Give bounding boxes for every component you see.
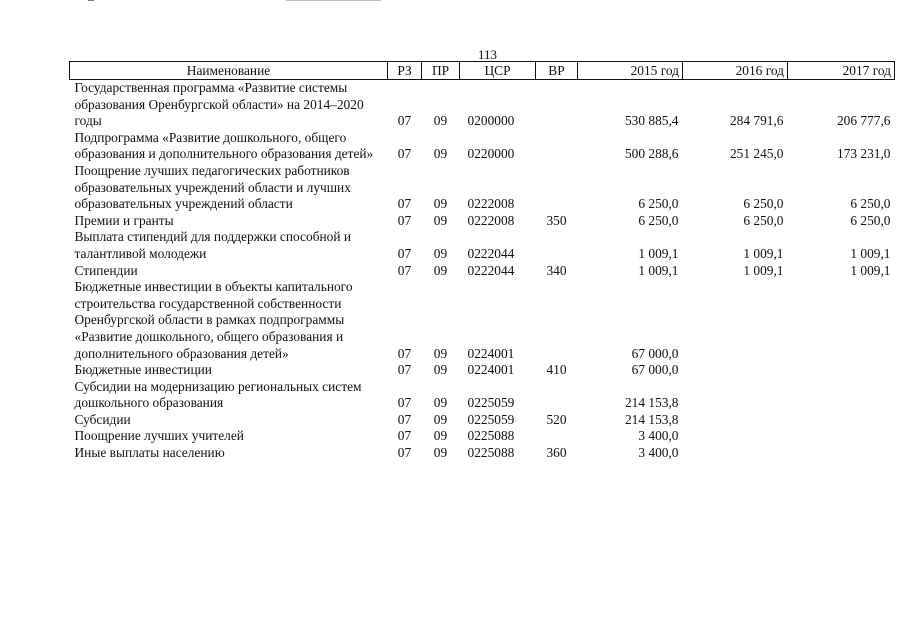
table-row xyxy=(70,362,895,379)
row-2017: 1 009,1 xyxy=(850,245,891,261)
row-csr: 0222044 xyxy=(467,262,515,278)
row-rz: 07 xyxy=(397,428,412,444)
row-pr: 09 xyxy=(433,245,448,261)
row-rz: 07 xyxy=(397,362,412,378)
row-2017 xyxy=(788,445,895,462)
table-row xyxy=(70,163,895,213)
row-name: Подпрограмма «Развитие дошкольного, общего образования и дополнительного образования детей» xyxy=(74,129,374,162)
row-2016 xyxy=(683,445,788,462)
row-pr: 09 xyxy=(433,196,448,212)
table-row xyxy=(70,445,895,462)
row-pr: 09 xyxy=(433,113,448,129)
row-csr: 0225088 xyxy=(467,428,515,444)
row-rz: 07 xyxy=(397,245,412,261)
table-row xyxy=(70,279,895,362)
row-name: Выплата стипендий для поддержки способной и талантливой молодежи xyxy=(74,229,352,261)
row-rz: 07 xyxy=(397,113,412,129)
row-2016: 6 250,0 xyxy=(743,196,784,212)
row-2016 xyxy=(683,379,788,412)
row-csr: 0222008 xyxy=(467,212,515,228)
table-body xyxy=(70,80,895,462)
row-2016: 1 009,1 xyxy=(743,245,784,261)
budget-table xyxy=(69,61,895,462)
header-2015: 2015 год xyxy=(578,62,683,80)
row-2015: 67 000,0 xyxy=(631,362,679,378)
row-name: Премии и гранты xyxy=(74,212,174,228)
row-rz: 07 xyxy=(397,196,412,212)
row-csr: 0220000 xyxy=(467,146,515,162)
row-vr: 520 xyxy=(546,411,567,427)
row-vr: 410 xyxy=(546,362,567,378)
table-row xyxy=(70,130,895,163)
row-vr xyxy=(536,279,578,362)
row-2017 xyxy=(788,412,895,429)
row-2017 xyxy=(788,379,895,412)
row-2015: 214 153,8 xyxy=(624,395,679,411)
row-2015: 530 885,4 xyxy=(624,113,679,129)
row-2015: 6 250,0 xyxy=(638,212,679,228)
table-row xyxy=(70,428,895,445)
row-pr: 09 xyxy=(433,395,448,411)
header-pr: ПР xyxy=(422,62,460,80)
row-rz: 07 xyxy=(397,345,412,361)
scan-mark xyxy=(88,0,94,1)
row-2017: 6 250,0 xyxy=(850,212,891,228)
page-number: 113 xyxy=(478,47,498,62)
header-rz: РЗ xyxy=(388,62,422,80)
row-2016: 284 791,6 xyxy=(729,113,784,129)
row-2017: 6 250,0 xyxy=(850,196,891,212)
row-csr: 0222008 xyxy=(467,196,515,212)
row-csr: 0225059 xyxy=(467,411,515,427)
row-name: Иные выплаты населению xyxy=(74,445,225,461)
row-rz: 07 xyxy=(397,262,412,278)
row-2016 xyxy=(683,412,788,429)
row-name: Бюджетные инвестиции в объекты капитального строительства государственной собственности Оренбургской области в рамках подпрограммы «Развитие дошкольного, общего образования и дополнительного образования детей» xyxy=(74,279,353,361)
row-name: Поощрение лучших учителей xyxy=(74,428,244,444)
row-2016: 6 250,0 xyxy=(743,212,784,228)
row-csr: 0224001 xyxy=(467,362,515,378)
row-name: Стипендии xyxy=(74,262,138,278)
table-header xyxy=(70,62,895,80)
header-name: Наименование xyxy=(70,62,388,80)
row-2015: 3 400,0 xyxy=(638,445,679,461)
row-2015: 1 009,1 xyxy=(638,262,679,278)
row-csr: 0200000 xyxy=(467,113,515,129)
row-csr: 0225088 xyxy=(467,445,515,461)
row-2017 xyxy=(788,428,895,445)
row-vr: 360 xyxy=(546,445,567,461)
header-2016: 2016 год xyxy=(683,62,788,80)
row-2017: 1 009,1 xyxy=(850,262,891,278)
header-2017: 2017 год xyxy=(788,62,895,80)
row-vr xyxy=(536,379,578,412)
row-2015: 500 288,6 xyxy=(624,146,679,162)
row-pr: 09 xyxy=(433,411,448,427)
table-row xyxy=(70,213,895,230)
row-rz: 07 xyxy=(397,395,412,411)
row-2015: 214 153,8 xyxy=(624,411,679,427)
row-name: Субсидии на модернизацию региональных систем дошкольного образования xyxy=(74,378,362,411)
table-row xyxy=(70,229,895,262)
row-2015: 6 250,0 xyxy=(638,196,679,212)
header-vr: ВР xyxy=(536,62,578,80)
row-vr xyxy=(536,229,578,262)
row-2017 xyxy=(788,279,895,362)
row-pr: 09 xyxy=(433,146,448,162)
row-vr: 340 xyxy=(546,262,567,278)
row-rz: 07 xyxy=(397,411,412,427)
row-name: Поощрение лучших педагогических работников образовательных учреждений области и лучших образовательных учреждений области xyxy=(74,162,351,212)
row-2016: 251 245,0 xyxy=(729,146,784,162)
header-csr: ЦСР xyxy=(460,62,536,80)
row-2015: 67 000,0 xyxy=(631,345,679,361)
table-row xyxy=(70,412,895,429)
scan-mark xyxy=(286,0,381,1)
row-name: Бюджетные инвестиции xyxy=(74,362,212,378)
row-pr: 09 xyxy=(433,445,448,461)
row-vr xyxy=(536,428,578,445)
table-row xyxy=(70,80,895,130)
row-pr: 09 xyxy=(433,345,448,361)
row-2016 xyxy=(683,279,788,362)
row-rz: 07 xyxy=(397,146,412,162)
row-2016 xyxy=(683,362,788,379)
row-pr: 09 xyxy=(433,362,448,378)
row-csr: 0222044 xyxy=(467,245,515,261)
table-row xyxy=(70,379,895,412)
row-2017 xyxy=(788,362,895,379)
row-pr: 09 xyxy=(433,428,448,444)
row-rz: 07 xyxy=(397,445,412,461)
row-vr: 350 xyxy=(546,212,567,228)
row-vr xyxy=(536,163,578,213)
row-name: Государственная программа «Развитие системы образования Оренбургской области» на 2014–2020 годы xyxy=(74,80,364,129)
row-2017: 206 777,6 xyxy=(836,113,891,129)
row-2015: 3 400,0 xyxy=(638,428,679,444)
row-2017: 173 231,0 xyxy=(836,146,891,162)
row-name: Субсидии xyxy=(74,411,131,427)
row-csr: 0225059 xyxy=(467,395,515,411)
row-rz: 07 xyxy=(397,212,412,228)
row-vr xyxy=(536,130,578,163)
row-vr xyxy=(536,80,578,130)
table-row xyxy=(70,263,895,280)
row-csr: 0224001 xyxy=(467,345,515,361)
row-2016 xyxy=(683,428,788,445)
row-2016: 1 009,1 xyxy=(743,262,784,278)
row-2015: 1 009,1 xyxy=(638,245,679,261)
row-pr: 09 xyxy=(433,212,448,228)
row-pr: 09 xyxy=(433,262,448,278)
